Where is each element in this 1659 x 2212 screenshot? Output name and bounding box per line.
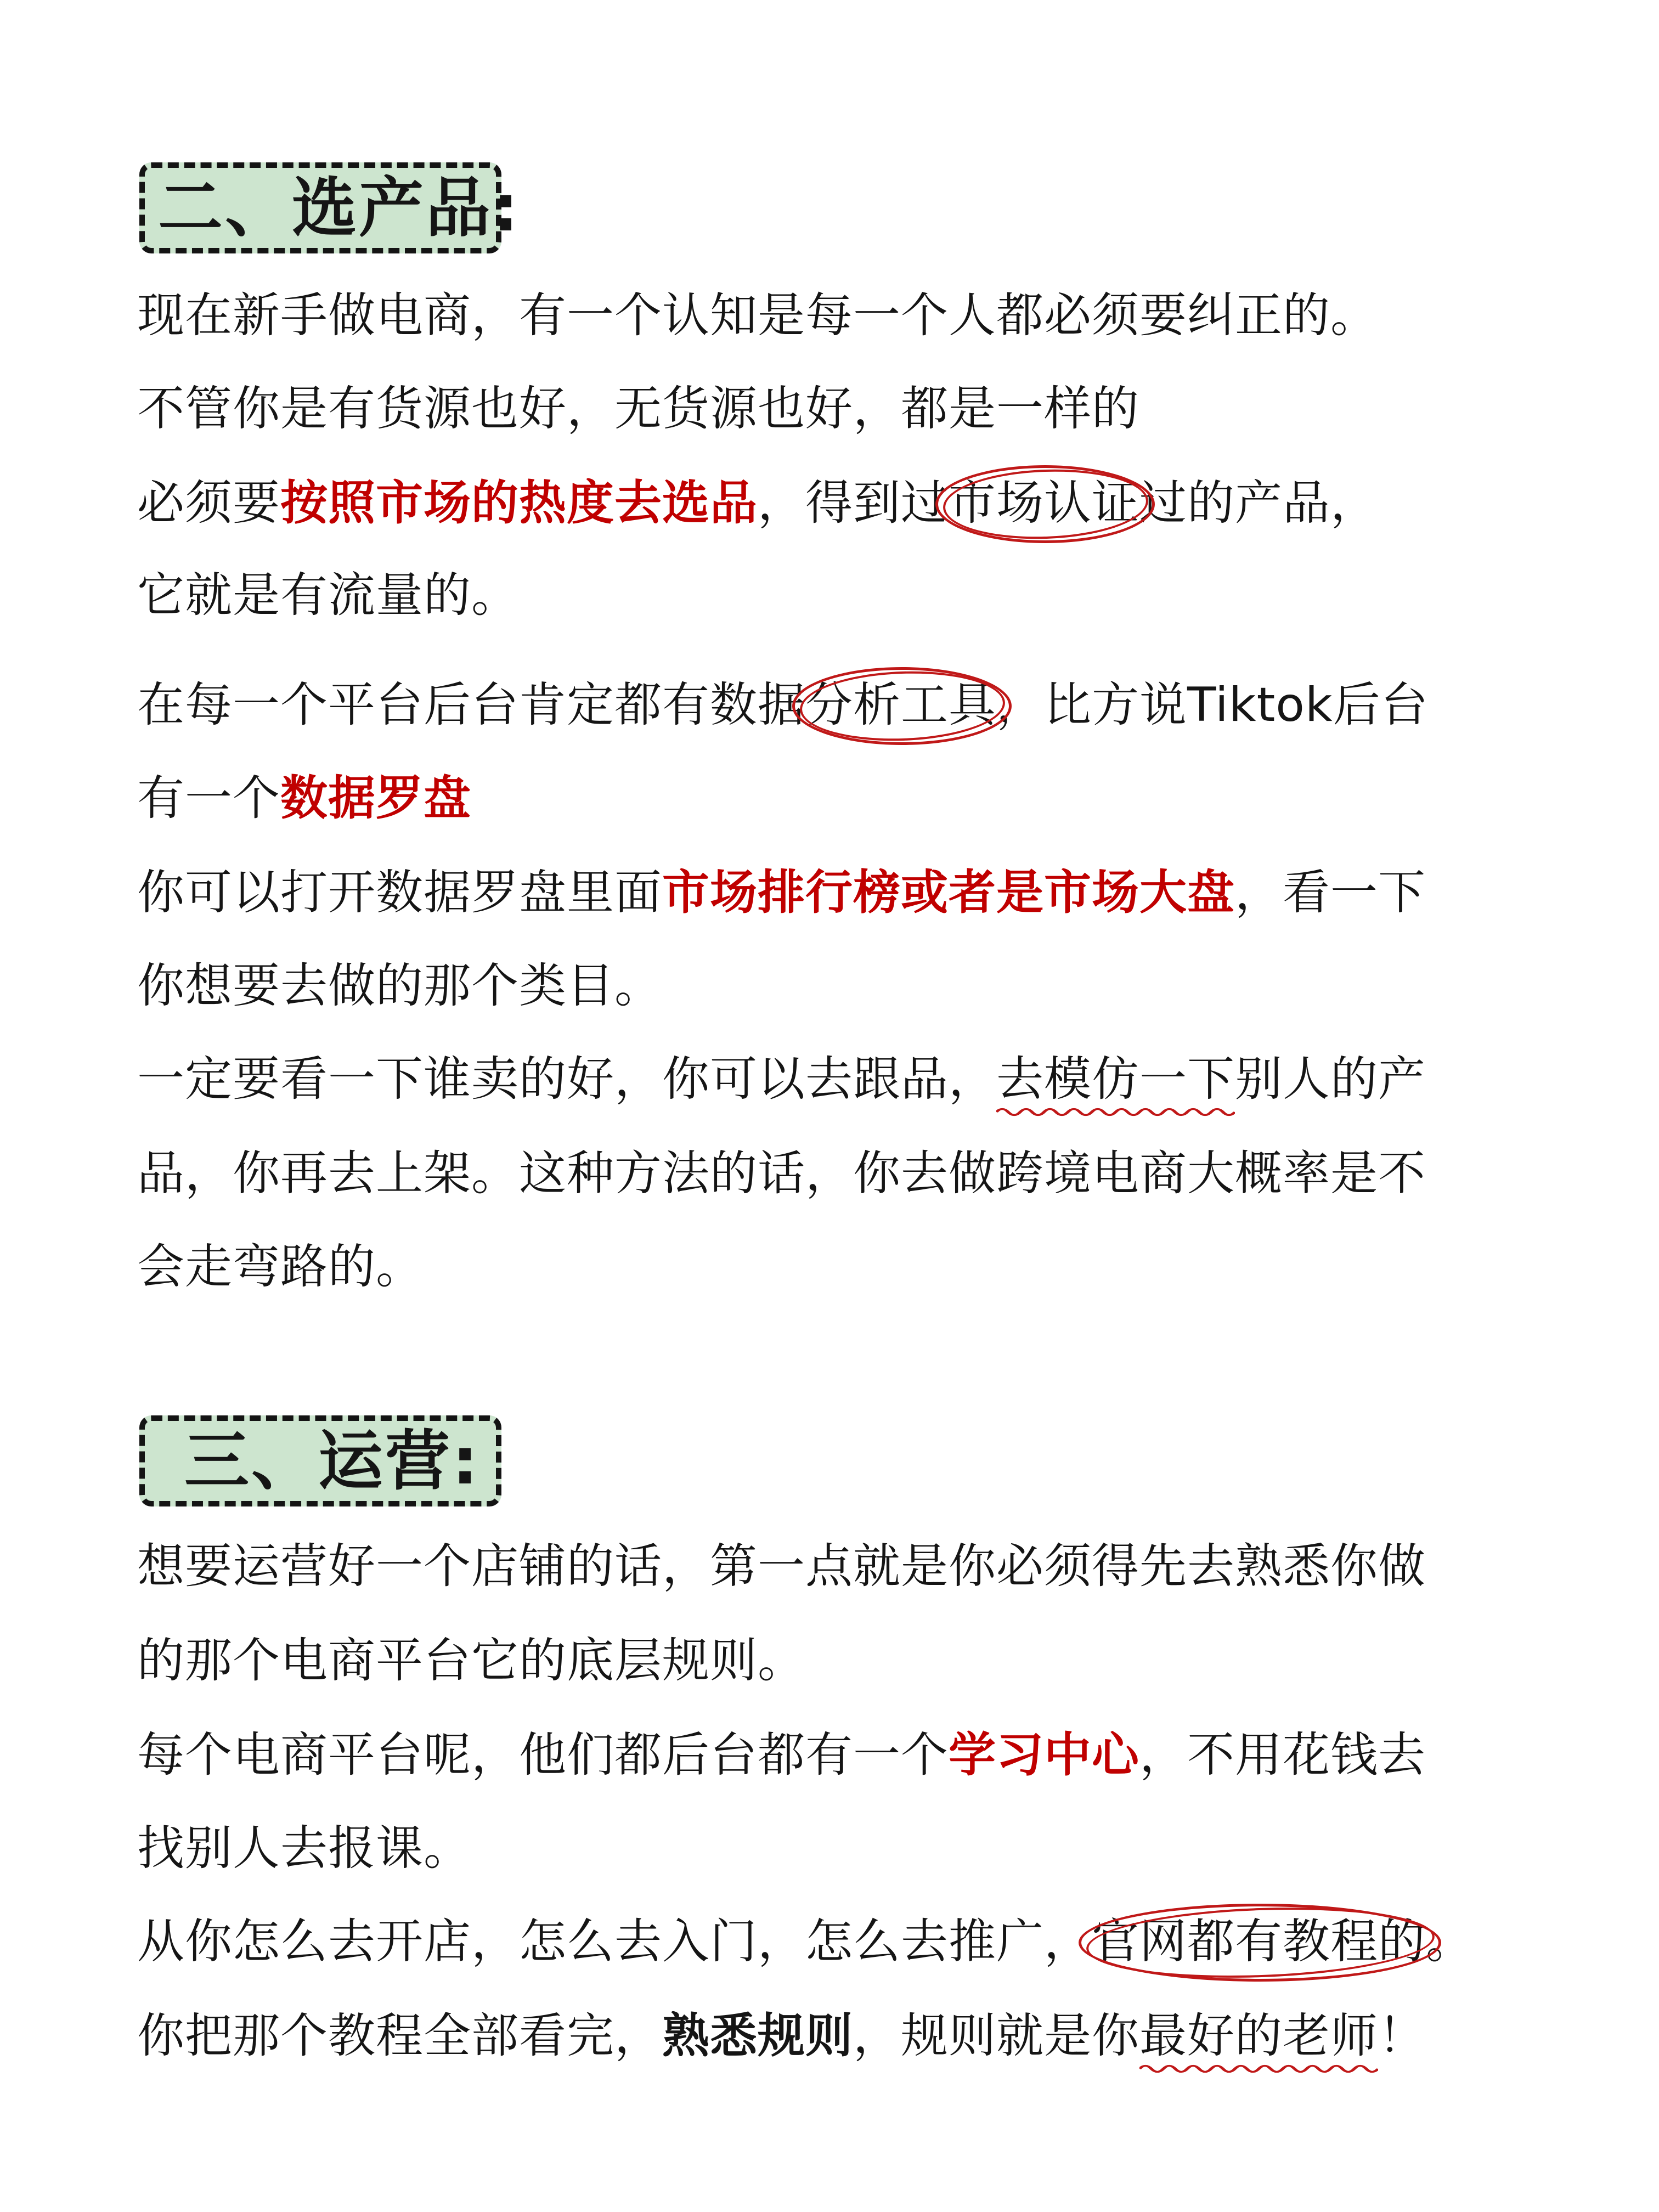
circled-annotation: 市场认证 <box>949 473 1139 533</box>
text-run: ，比方说Tiktok后台 <box>996 678 1429 732</box>
section-heading-select-product: 二、选产品: <box>139 162 501 253</box>
text-run: ！ <box>1378 2008 1426 2063</box>
paragraph-line: 品，你再去上架。这种方法的话，你去做跨境电商大概率是不 <box>137 1146 1426 1201</box>
paragraph-line: 你想要去做的那个类目。 <box>137 958 662 1013</box>
paragraph-line: 想要运营好一个店铺的话，第一点就是你必须得先去熟悉你做 <box>137 1539 1426 1594</box>
text-run: ，得到过 <box>758 476 949 531</box>
section-heading-operations: 三、运营: <box>139 1415 501 1506</box>
paragraph-line: 它就是有流量的。 <box>137 568 519 623</box>
paragraph-line: 现在新手做电商，有一个认知是每一个人都必须要纠正的。 <box>137 288 1378 343</box>
text-run: 每个电商平台呢，他们都后台都有一个 <box>137 1728 949 1782</box>
highlight-red: 学习中心 <box>949 1728 1139 1782</box>
text-run: ，看一下 <box>1235 865 1426 920</box>
wavy-underline-annotation: 最好的老师 <box>1139 2006 1378 2066</box>
text-run: ，规则就是你 <box>853 2008 1139 2063</box>
paragraph-line <box>137 2006 1426 2066</box>
paragraph-line <box>137 675 1429 735</box>
text-run: 别人的产 <box>1235 1052 1426 1107</box>
paragraph-line: 找别人去报课。 <box>137 1821 471 1876</box>
highlight-red: 按照市场的热度去选品 <box>280 476 758 531</box>
paragraph-line <box>137 473 1378 533</box>
text-run: 过的产品， <box>1139 476 1378 531</box>
text-run: 有一个 <box>137 771 280 826</box>
wavy-underline-annotation: 去模仿一下 <box>996 1049 1235 1109</box>
text-run: 你可以打开数据罗盘里面 <box>137 865 662 920</box>
paragraph-line <box>137 768 471 828</box>
text-run: 一定要看一下谁卖的好，你可以去跟品， <box>137 1052 996 1107</box>
text-run: ，不用花钱去 <box>1139 1728 1426 1782</box>
text-run: 。 <box>1426 1914 1474 1969</box>
text-run: 你把那个教程全部看完， <box>137 2008 662 2063</box>
paragraph-line: 会走弯路的。 <box>137 1239 424 1294</box>
circled-annotation: 分析工具 <box>805 675 996 735</box>
paragraph-line <box>137 862 1426 923</box>
text-run: 必须要 <box>137 476 280 531</box>
paragraph-line <box>137 1049 1426 1109</box>
highlight-red: 数据罗盘 <box>280 771 471 826</box>
circled-annotation: 官网都有教程的 <box>1092 1911 1426 1972</box>
bold-emphasis: 熟悉规则 <box>662 2008 853 2063</box>
paragraph-line <box>137 1725 1426 1785</box>
highlight-red: 市场排行榜或者是市场大盘 <box>662 865 1235 920</box>
text-run: 从你怎么去开店，怎么去入门，怎么去推广， <box>137 1914 1092 1969</box>
text-run: 在每一个平台后台肯定都有数据 <box>137 678 805 732</box>
paragraph-line: 不管你是有货源也好，无货源也好，都是一样的 <box>137 381 1139 436</box>
paragraph-line: 的那个电商平台它的底层规则。 <box>137 1633 805 1688</box>
paragraph-line <box>137 1911 1474 1972</box>
